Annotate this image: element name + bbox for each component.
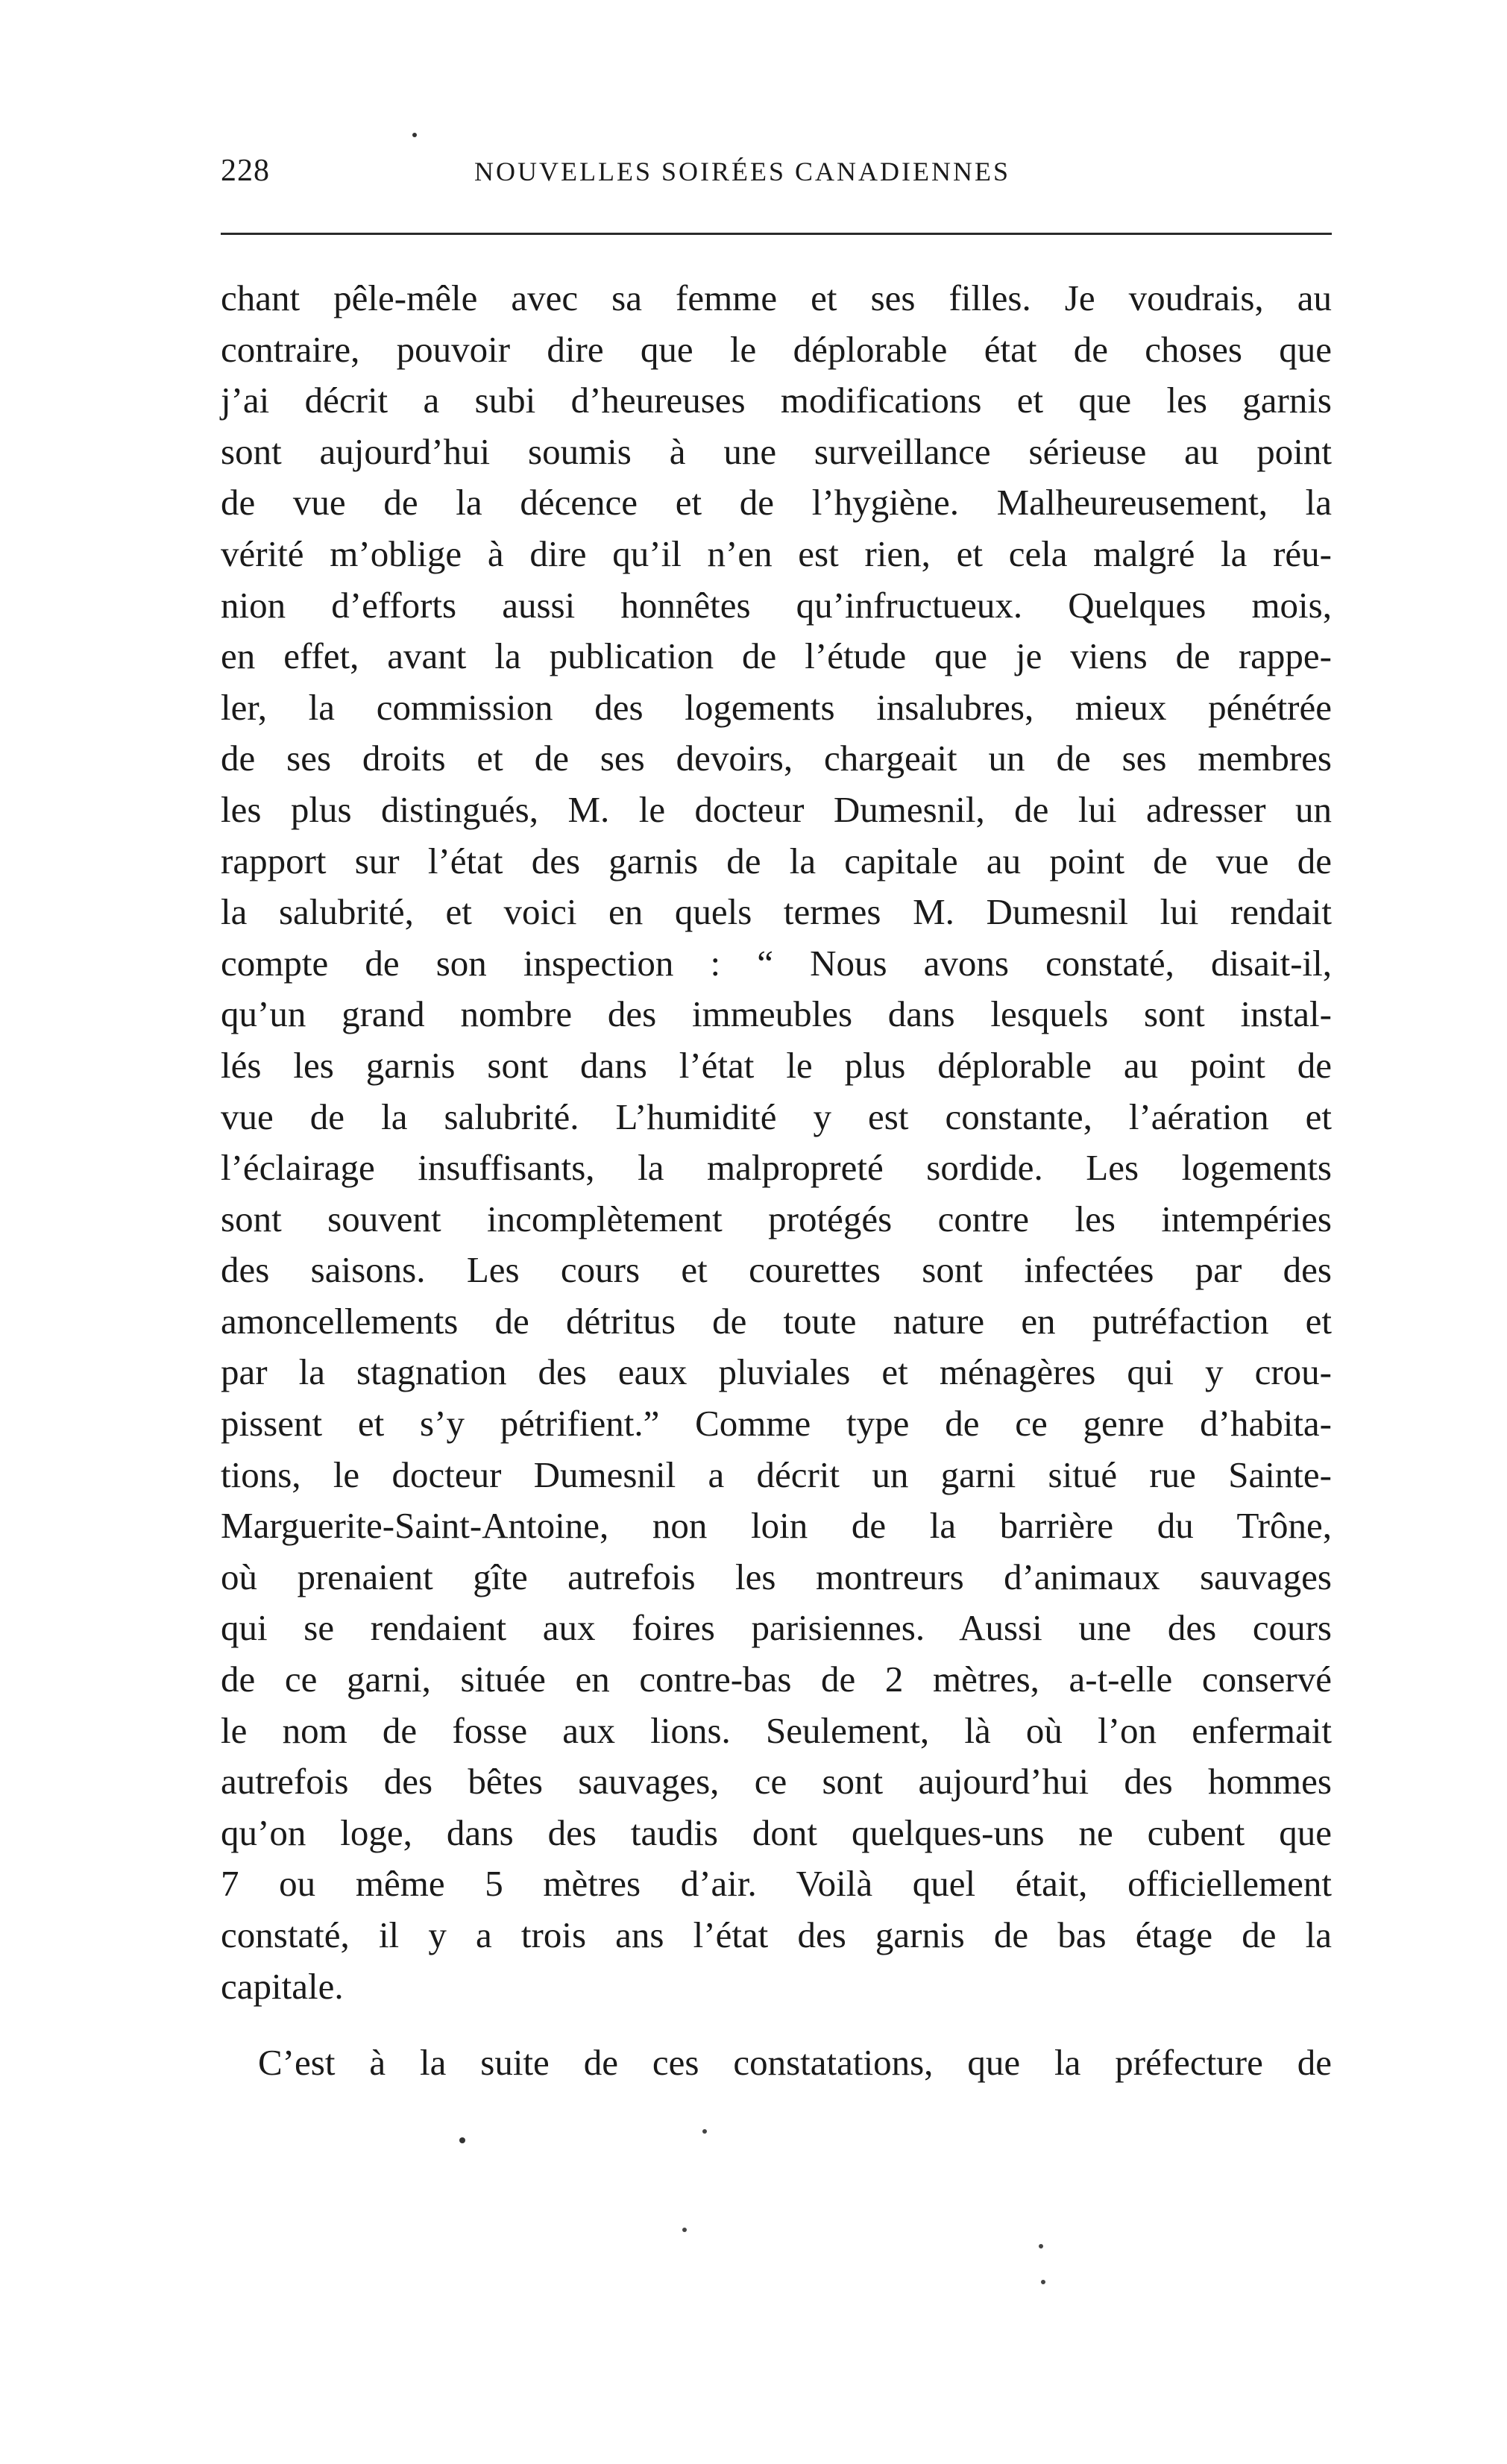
ink-speck bbox=[1041, 2280, 1045, 2284]
text-line: vue de la salubrité. L’humidité y est constante, l’aération et bbox=[221, 1096, 1332, 1137]
text-line: nion d’efforts aussi honnêtes qu’infructueux. Quelques mois, bbox=[221, 584, 1332, 626]
page-number: 228 bbox=[221, 154, 270, 188]
text-line: qu’un grand nombre des immeubles dans lesquels sont instal- bbox=[221, 993, 1332, 1035]
text-line: sont souvent incomplètement protégés contre les intempéries bbox=[221, 1198, 1332, 1239]
text-line: de ce garni, située en contre-bas de 2 mètres, a-t-elle conservé bbox=[221, 1659, 1332, 1700]
text-line: C’est à la suite de ces constatations, que la préfecture de bbox=[258, 2042, 1332, 2083]
text-line: rapport sur l’état des garnis de la capitale au point de vue de bbox=[221, 840, 1332, 881]
text-line: le nom de fosse aux lions. Seulement, là où l’on enfermait bbox=[221, 1709, 1332, 1751]
ink-speck bbox=[459, 2137, 465, 2143]
text-line: tions, le docteur Dumesnil a décrit un garni situé rue Sainte- bbox=[221, 1453, 1332, 1495]
text-line: autrefois des bêtes sauvages, ce sont aujourd’hui des hommes bbox=[221, 1761, 1332, 1803]
text-line: des saisons. Les cours et courettes sont infectées par des bbox=[221, 1249, 1332, 1291]
text-line: contraire, pouvoir dire que le déplorable état de choses que bbox=[221, 328, 1332, 370]
text-line: de ses droits et de ses devoirs, chargeait un de ses membres bbox=[221, 738, 1332, 779]
text-line: qu’on loge, dans des taudis dont quelques-uns ne cubent que bbox=[221, 1811, 1332, 1853]
text-line: ler, la commission des logements insalubres, mieux pénétrée bbox=[221, 686, 1332, 728]
text-line: amoncellements de détritus de toute nature en putréfaction et bbox=[221, 1300, 1332, 1342]
text-line: par la stagnation des eaux pluviales et ménagères qui y crou- bbox=[221, 1351, 1332, 1393]
ink-speck bbox=[682, 2228, 687, 2232]
text-line: j’ai décrit a subi d’heureuses modifications et que les garnis bbox=[221, 380, 1332, 421]
text-line: chant pêle-mêle avec sa femme et ses filles. Je voudrais, au bbox=[221, 277, 1332, 318]
text-line: en effet, avant la publication de l’étude que je viens de rappe- bbox=[221, 635, 1332, 677]
text-line: constaté, il y a trois ans l’état des garnis de bas étage de la bbox=[221, 1914, 1332, 1955]
text-line: qui se rendaient aux foires parisiennes. Aussi une des cours bbox=[221, 1607, 1332, 1649]
text-line: capitale. bbox=[221, 1965, 344, 2007]
ink-speck bbox=[412, 133, 417, 137]
text-line: les plus distingués, M. le docteur Dumesnil, de lui adresser un bbox=[221, 788, 1332, 830]
text-line: pissent et s’y pétrifient.” Comme type de ce genre d’habita- bbox=[221, 1403, 1332, 1445]
text-line: sont aujourd’hui soumis à une surveillance sérieuse au point bbox=[221, 430, 1332, 472]
text-line: de vue de la décence et de l’hygiène. Malheureusement, la bbox=[221, 482, 1332, 524]
paragraph-2 bbox=[258, 2037, 1332, 2089]
text-line: la salubrité, et voici en quels termes M. Dumesnil lui rendait bbox=[221, 891, 1332, 933]
ink-speck bbox=[702, 2129, 707, 2134]
text-line: Marguerite-Saint-Antoine, non loin de la barrière du Trône, bbox=[221, 1505, 1332, 1547]
text-line: compte de son inspection : “ Nous avons constaté, disait-il, bbox=[221, 942, 1332, 984]
header-rule bbox=[221, 233, 1332, 235]
page-header bbox=[221, 153, 1332, 198]
running-title: NOUVELLES SOIRÉES CANADIENNES bbox=[474, 157, 1010, 186]
text-line: lés les garnis sont dans l’état le plus déplorable au point de bbox=[221, 1044, 1332, 1086]
paragraph-1 bbox=[221, 273, 1332, 2012]
ink-speck bbox=[1039, 2244, 1043, 2248]
text-line: l’éclairage insuffisants, la malpropreté sordide. Les logements bbox=[221, 1147, 1332, 1189]
text-line: 7 ou même 5 mètres d’air. Voilà quel était, officiellement bbox=[221, 1863, 1332, 1905]
text-line: où prenaient gîte autrefois les montreurs d’animaux sauvages bbox=[221, 1556, 1332, 1597]
text-line: vérité m’oblige à dire qu’il n’en est rien, et cela malgré la réu- bbox=[221, 532, 1332, 574]
